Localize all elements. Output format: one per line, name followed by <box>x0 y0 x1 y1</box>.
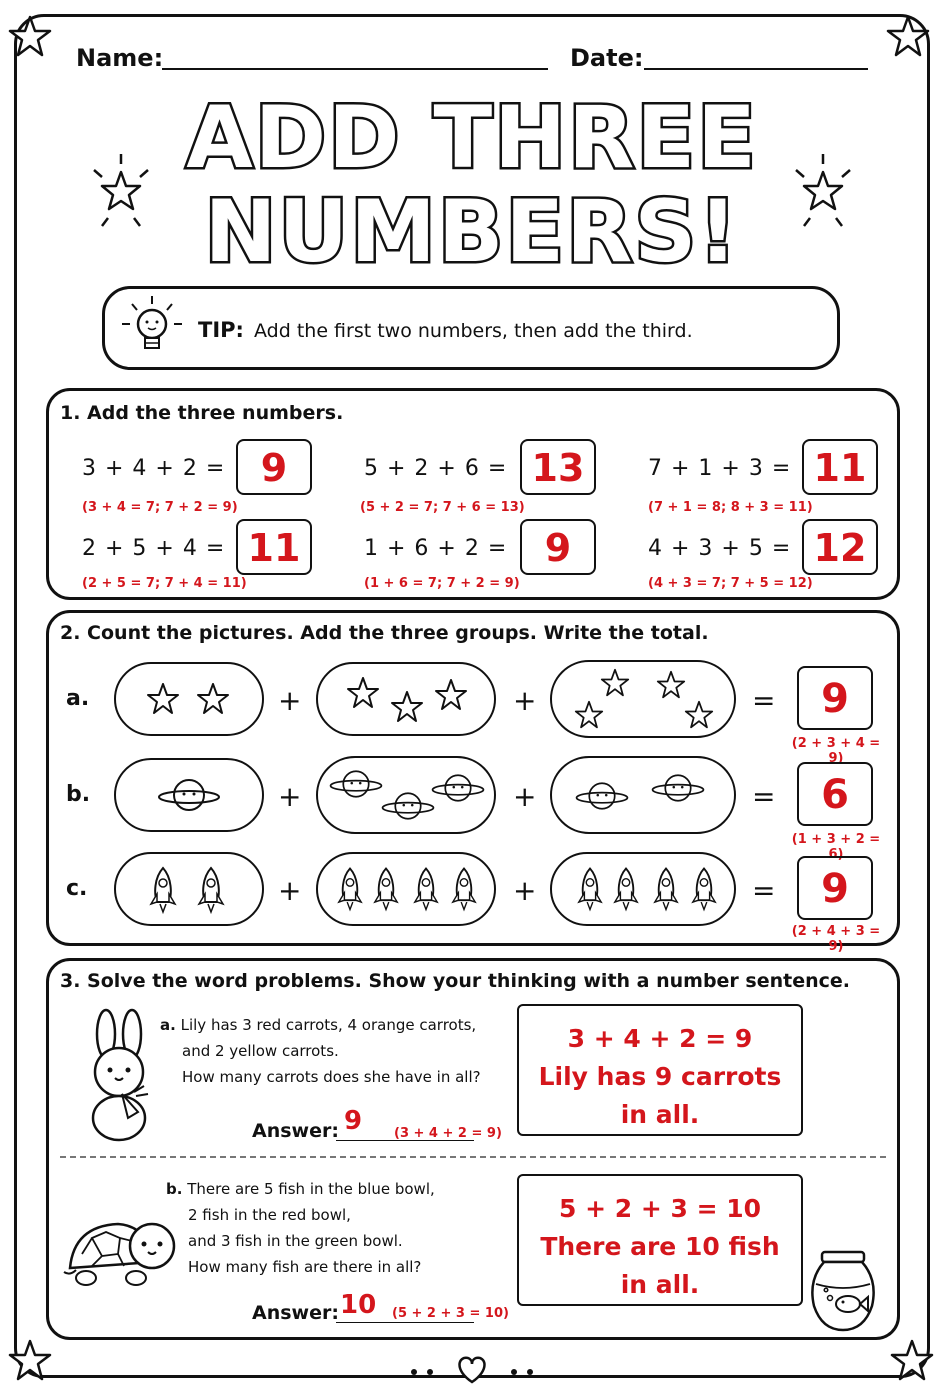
rocket-icon <box>450 866 478 912</box>
row-label: b. <box>66 782 91 807</box>
problem-equation: 4 + 3 + 5 = <box>648 536 792 561</box>
plus-sign: + <box>278 780 302 813</box>
equals-sign: = <box>752 780 776 813</box>
star-icon <box>600 668 630 698</box>
problem-line: Lily has 3 red carrots, 4 orange carrots, <box>180 1016 477 1034</box>
answer-box[interactable]: 9 <box>797 666 873 730</box>
number-sentence-line: 5 + 2 + 3 = 10 <box>558 1194 762 1223</box>
fishbowl-icon <box>806 1250 880 1332</box>
divider <box>60 1156 886 1158</box>
corner-star-icon <box>890 1338 934 1382</box>
star-icon <box>434 678 468 712</box>
problem-line: There are 5 fish in the blue bowl, <box>187 1180 435 1198</box>
answer-box[interactable]: 9 <box>236 439 312 495</box>
planet-icon <box>574 778 630 814</box>
picture-group <box>316 756 496 834</box>
planet-icon <box>430 770 486 806</box>
corner-star-icon <box>8 14 52 58</box>
problem-letter: b. <box>166 1180 183 1198</box>
problem-line: and 2 yellow carrots. <box>182 1042 339 1060</box>
plus-sign: + <box>278 684 302 717</box>
section1-heading: 1. Add the three numbers. <box>60 402 344 424</box>
star-icon <box>390 690 424 724</box>
rocket-icon <box>412 866 440 912</box>
answer-box[interactable]: 11 <box>236 519 312 575</box>
corner-star-icon <box>8 1338 52 1382</box>
page-title-line1: ADD THREE <box>186 88 758 188</box>
equals-sign: = <box>752 874 776 907</box>
bunny-icon <box>74 1006 164 1144</box>
turtle-icon <box>62 1208 180 1290</box>
problem-line: How many fish are there in all? <box>188 1258 422 1276</box>
problem-hint: (1 + 6 = 7; 7 + 2 = 9) <box>364 576 520 591</box>
answer-line[interactable] <box>336 1322 474 1323</box>
problem-hint: (5 + 2 = 7; 7 + 6 = 13) <box>360 500 525 515</box>
star-icon <box>196 682 230 716</box>
word-problem-a-text <box>160 1012 481 1090</box>
answer-box[interactable]: 12 <box>802 519 878 575</box>
problem-hint: (3 + 4 = 7; 7 + 2 = 9) <box>82 500 238 515</box>
picture-group <box>114 852 264 926</box>
plus-sign: + <box>513 780 537 813</box>
number-sentence-line: in all. <box>620 1100 700 1129</box>
number-sentence-line: There are 10 fish <box>540 1232 780 1261</box>
rocket-icon <box>196 866 226 914</box>
star-icon <box>574 700 604 730</box>
planet-icon <box>380 788 436 824</box>
answer-box[interactable]: 9 <box>520 519 596 575</box>
date-label: Date: <box>570 44 644 72</box>
rocket-icon <box>612 866 640 912</box>
plus-sign: + <box>278 874 302 907</box>
plus-sign: + <box>513 874 537 907</box>
word-problem-b-text <box>166 1176 435 1280</box>
rocket-icon <box>336 866 364 912</box>
answer-hint: (3 + 4 + 2 = 9) <box>394 1126 502 1141</box>
section3-heading: 3. Solve the word problems. Show your thinking with a number sentence. <box>60 970 851 992</box>
number-sentence-line: 3 + 4 + 2 = 9 <box>567 1024 753 1053</box>
plus-sign: + <box>513 684 537 717</box>
star-icon <box>346 676 380 710</box>
problem-hint: (7 + 1 = 8; 8 + 3 = 11) <box>648 500 813 515</box>
row-hint: (1 + 3 + 2 = 6) <box>791 832 881 862</box>
lightbulb-icon <box>112 292 192 364</box>
row-hint: (2 + 3 + 4 = 9) <box>791 736 881 766</box>
row-hint: (2 + 4 + 3 = 9) <box>791 924 881 954</box>
number-sentence-line: Lily has 9 carrots <box>538 1062 782 1091</box>
number-sentence-line: in all. <box>620 1270 700 1299</box>
heart-ornament-icon <box>402 1352 542 1386</box>
sparkle-star-icon <box>88 150 154 240</box>
problem-line: How many carrots does she have in all? <box>182 1068 481 1086</box>
rocket-icon <box>148 866 178 914</box>
answer-label: Answer: <box>252 1302 339 1324</box>
picture-group <box>550 660 736 738</box>
sparkle-star-icon <box>790 150 856 240</box>
problem-line: 2 fish in the red bowl, <box>188 1206 351 1224</box>
answer-box[interactable]: 6 <box>797 762 873 826</box>
planet-icon <box>328 766 384 802</box>
picture-group <box>114 662 264 736</box>
problem-hint: (2 + 5 = 7; 7 + 4 = 11) <box>82 576 247 591</box>
number-sentence-box <box>517 1174 803 1306</box>
problem-equation: 5 + 2 + 6 = <box>364 456 508 481</box>
rocket-icon <box>372 866 400 912</box>
picture-group <box>316 662 496 736</box>
rocket-icon <box>690 866 718 912</box>
answer-hint: (5 + 2 + 3 = 10) <box>392 1306 509 1321</box>
answer-box[interactable]: 9 <box>797 856 873 920</box>
section2-heading: 2. Count the pictures. Add the three groups. Write the total. <box>60 622 709 644</box>
answer-label: Answer: <box>252 1120 339 1142</box>
problem-equation: 1 + 6 + 2 = <box>364 536 508 561</box>
problem-equation: 3 + 4 + 2 = <box>82 456 226 481</box>
problem-letter: a. <box>160 1016 176 1034</box>
picture-group <box>114 758 264 832</box>
name-label: Name: <box>76 44 164 72</box>
problem-hint: (4 + 3 = 7; 7 + 5 = 12) <box>648 576 813 591</box>
picture-group <box>550 756 736 834</box>
number-sentence-box <box>517 1004 803 1136</box>
row-label: c. <box>66 876 88 901</box>
corner-star-icon <box>886 14 930 58</box>
row-label: a. <box>66 686 90 711</box>
date-field[interactable] <box>644 68 868 70</box>
answer-value: 10 <box>340 1290 377 1320</box>
problem-equation: 7 + 1 + 3 = <box>648 456 792 481</box>
picture-group <box>550 852 736 926</box>
tip-label: TIP: <box>198 318 244 342</box>
problem-line: and 3 fish in the green bowl. <box>188 1232 403 1250</box>
star-icon <box>656 670 686 700</box>
planet-icon <box>156 774 222 816</box>
star-icon <box>146 682 180 716</box>
page-title-line2: NUMBERS! <box>204 182 740 282</box>
picture-group <box>316 852 496 926</box>
equals-sign: = <box>752 684 776 717</box>
name-field[interactable] <box>162 68 548 70</box>
answer-value: 9 <box>344 1106 363 1136</box>
rocket-icon <box>576 866 604 912</box>
planet-icon <box>650 770 706 806</box>
rocket-icon <box>652 866 680 912</box>
answer-box[interactable]: 13 <box>520 439 596 495</box>
answer-box[interactable]: 11 <box>802 439 878 495</box>
tip-text: Add the first two numbers, then add the third. <box>254 320 693 342</box>
problem-equation: 2 + 5 + 4 = <box>82 536 226 561</box>
star-icon <box>684 700 714 730</box>
